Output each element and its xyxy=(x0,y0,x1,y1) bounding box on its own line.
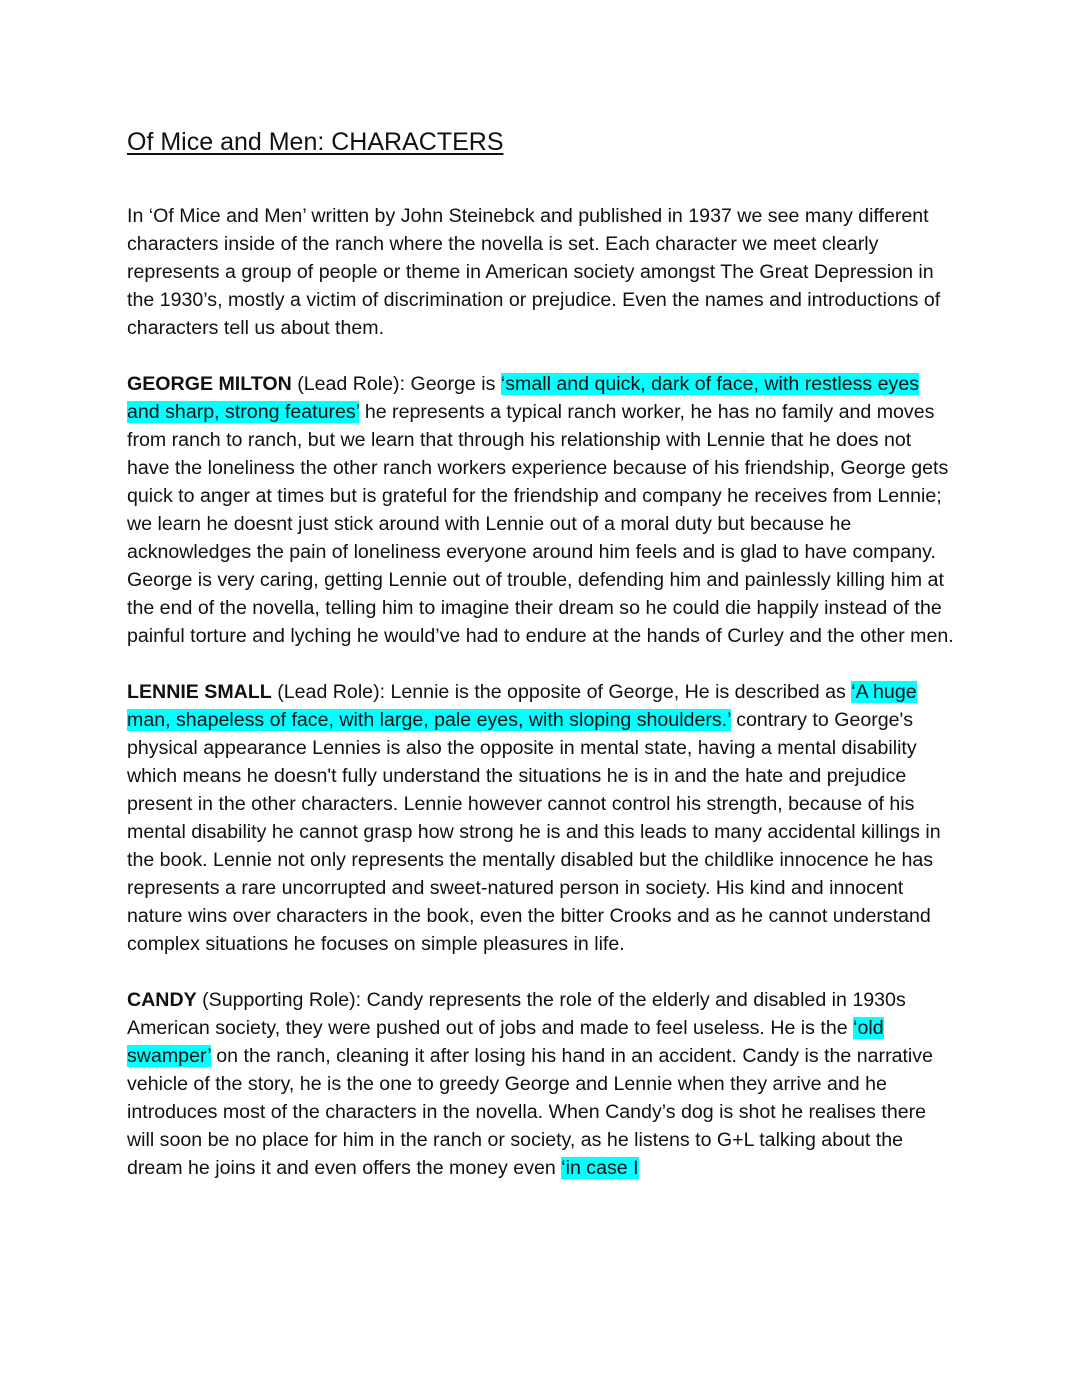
highlighted-quote: ‘A huge man, shapeless of face, with large, pale eyes, with sloping shoulders.’ xyxy=(127,681,917,731)
character-name: GEORGE MILTON xyxy=(127,373,292,395)
character-lead-text: (Lead Role): Lennie is the opposite of George, He is described as xyxy=(271,681,852,703)
highlighted-quote: ‘small and quick, dark of face, with restless eyes and sharp, strong features’ xyxy=(127,373,920,423)
character-lead-text: (Lead Role): George is xyxy=(291,373,501,395)
character-body-text: contrary to George's physical appearance Lennies is also the opposite in mental state, having a mental disability which means he doesn't fully understand the situations he is in and the hate and prejudice present in the other characters. Lennie however cannot control his strength, because of his mental disability he cannot grasp how strong he is and this leads to many accidental killings in the book. Lennie not only represents the mentally disabled but the childlike innocence he has represents a rare uncorrupted and sweet-natured person in society. His kind and innocent nature wins over characters in the book, even the bitter Crooks and as he cannot understand complex situations he focuses on simple pleasures in life. xyxy=(127,709,941,955)
highlighted-quote-truncated: ‘in case I xyxy=(561,1157,639,1179)
character-name: CANDY xyxy=(127,989,197,1011)
character-body-text: he represents a typical ranch worker, he has no family and moves from ranch to ranch, but we learn that through his relationship with Lennie that he does not have the loneliness the other ranch workers experience because of his friendship, George gets quick to anger at times but is grateful for the friendship and company he receives from Lennie; we learn he doesnt just stick around with Lennie out of a moral duty but because he acknowledges the pain of loneliness everyone around him feels and is glad to have company. George is very caring, getting Lennie out of trouble, defending him and painlessly killing him at the end of the novella, telling him to imagine their dream so he could die happily instead of the painful torture and lyching he would’ve had to endure at the hands of Curley and the other men. xyxy=(127,401,954,647)
character-paragraph-lennie xyxy=(127,678,957,958)
character-body-text: on the ranch, cleaning it after losing his hand in an accident. Candy is the narrative vehicle of the story, he is the one to greedy George and Lennie when they arrive and he introduces most of the characters in the novella. When Candy’s dog is shot he realises there will soon be no place for him in the ranch or society, as he listens to G+L talking about the dream he joins it and even offers the money even xyxy=(127,1045,933,1179)
character-name: LENNIE SMALL xyxy=(127,681,272,703)
character-paragraph-george xyxy=(127,370,957,650)
character-lead-text: (Supporting Role): Candy represents the role of the elderly and disabled in 1930s American society, they were pushed out of jobs and made to feel useless. He is the xyxy=(127,989,906,1039)
character-paragraph-candy xyxy=(127,986,957,1182)
highlighted-quote: ‘old swamper’ xyxy=(127,1017,884,1067)
document-page xyxy=(127,126,957,1210)
intro-paragraph: In ‘Of Mice and Men’ written by John Steinebck and published in 1937 we see many different characters inside of the ranch where the novella is set. Each character we meet clearly represents a group of people or theme in American society amongst The Great Depression in the 1930’s, mostly a victim of discrimination or prejudice. Even the names and introductions of characters tell us about them. xyxy=(127,205,941,339)
document-title: Of Mice and Men: CHARACTERS xyxy=(127,128,504,156)
